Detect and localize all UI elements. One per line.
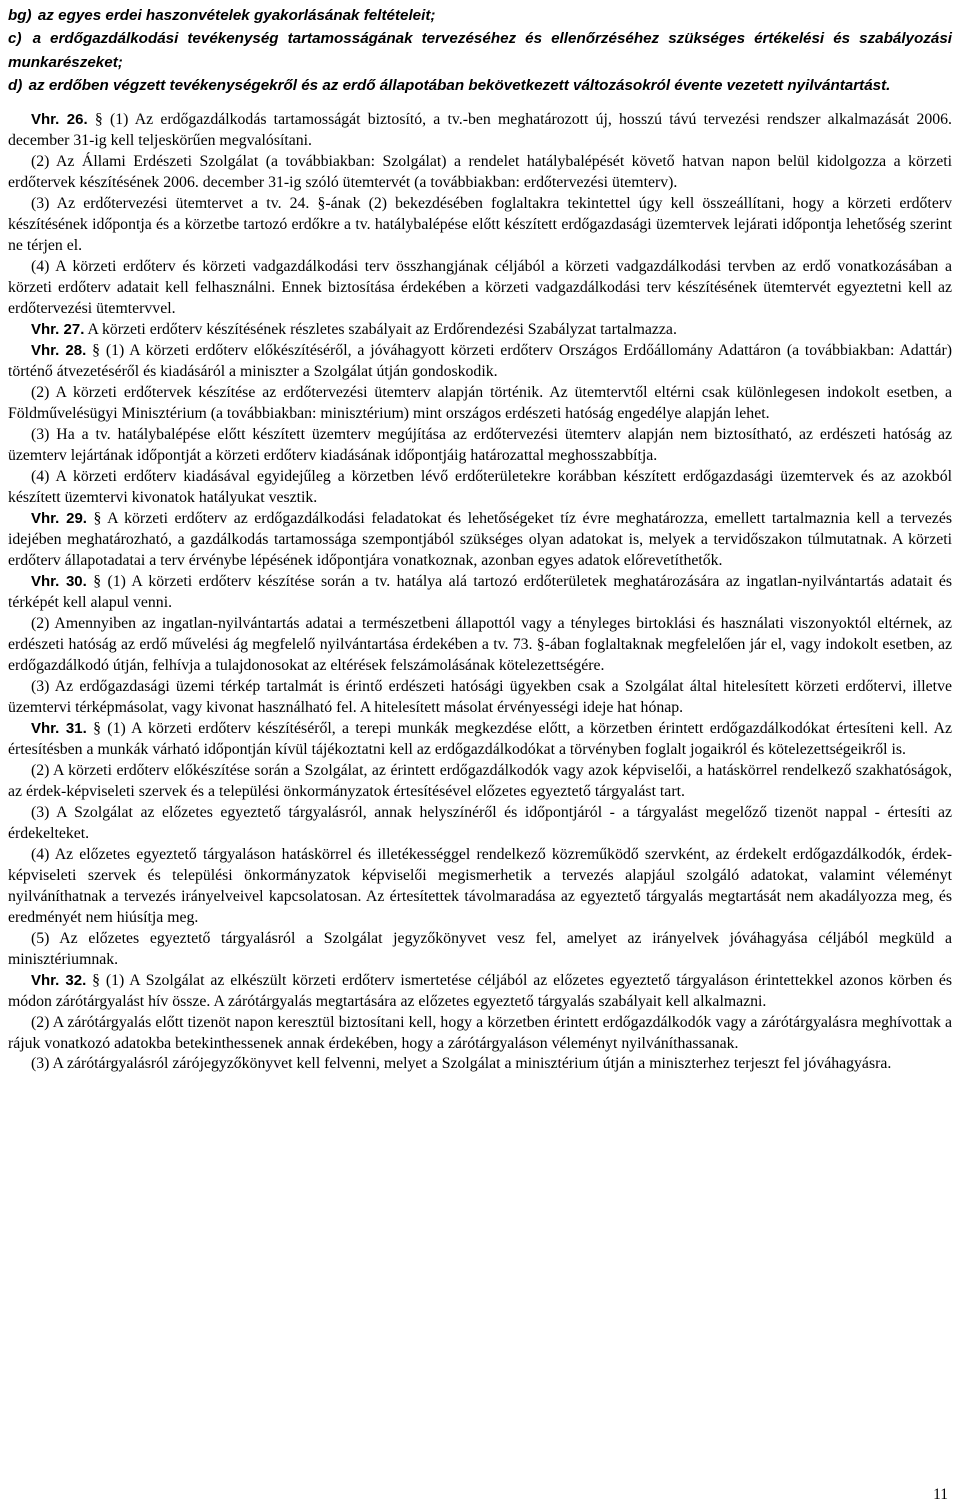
vhr-30-paragraph-3: (3) Az erdőgazdasági üzemi térkép tartalmát is érintő erdészeti hatósági ügyekben csak a Szolgálat által hitelesített körzeti erdőtervi, illetve üzemtervi térképmásolat, vagy kivonat használható fel. A hitelesített másolat érvényességi ideje hat hónap.	[8, 677, 952, 716]
vhr-27-paragraph-1	[8, 320, 952, 341]
vhr-30-paragraph-2: (2) Amennyiben az ingatlan-nyilvántartás adatai a természetbeni állapottól vagy a tényleges birtoklási és használati viszonyoktól eltérnek, az erdészeti hatóság az erdő művelési ág megfelelő nyilvántartása érdekében a tv. 73. §-ában foglaltaknak megfelelően jár el, vagy indokolt esetben, az erdőgazdálkodó útján, felhívja a tulajdonosokat az eltérések felszámolásának kötelezettségére.	[8, 614, 952, 674]
vhr-28-paragraph-2: (2) A körzeti erdőtervek készítése az erdőtervezési ütemterv alapján történik. Az ütemtervtől eltérni csak különlegesen indokolt esetben, a Földművelésügyi Minisztérium (a továbbiakban: minisztérium) mint országos erdészeti hatóság engedélye alapján lehet.	[8, 383, 952, 422]
vhr-30-paragraph-1	[8, 572, 952, 614]
clause-d-label: d)	[8, 76, 23, 94]
vhr-28-paragraph-4: (4) A körzeti erdőterv kiadásával egyidejűleg a körzetben lévő erdőterületekre korábban készített erdőgazdasági üzemtervek és az azokból készített üzemtervi kivonatok hatályukat vesztik.	[8, 467, 952, 506]
vhr-26-paragraph-1	[8, 110, 952, 152]
vhr-32-paragraph-3: (3) A zárótárgyalásról zárójegyzőkönyvet kell felvenni, melyet a Szolgálat a minisztérium útján a miniszterhez terjeszt fel jóváhagyásra.	[31, 1055, 892, 1073]
section-heading-vhr-31: Vhr. 31.	[31, 719, 87, 737]
paragraph-text: A körzeti erdőterv készítésének részletes szabályait az Erdőrendezési Szabályzat tartalmazza.	[87, 321, 677, 339]
vhr-28-paragraph-3: (3) Ha a tv. hatálybalépése előtt készített üzemterv megújítása az erdőtervezési ütemterv alapján nem biztosítható, az erdészeti hatóság az üzemterv lejártának időpontját a körzeti erdőterv kiadásának időpontjáig határozattal meghosszabbítja.	[8, 425, 952, 464]
vhr-26-paragraph-4: (4) A körzeti erdőterv és körzeti vadgazdálkodási terv összhangjának céljából a körzeti vadgazdálkodási tervben az erdő vonatkozásában a körzeti erdőterv adatait kell felhasználni. Ennek biztosítása érdekében a körzeti vadgazdálkodási terv készítésének ütemtervét egyeztetni kell az erdőtervezési ütemtervvel.	[8, 258, 952, 318]
clause-d-text: az erdőben végzett tevékenységekről és az erdő állapotában bekövetkezett változásokról évente vezetett nyilvántartást.	[28, 76, 891, 94]
paragraph-text: § (1) A körzeti erdőterv előkészítéséről, a jóváhagyott körzeti erdőterv Országos Erdőállomány Adattáron (a továbbiakban: Adattár) történő átvezetéséről és kiadásáról a miniszter a Szolgálat útján gondoskodik.	[8, 342, 952, 380]
vhr-29-paragraph-1	[8, 509, 952, 572]
section-heading-vhr-28: Vhr. 28.	[31, 342, 87, 360]
vhr-32-paragraph-1	[8, 971, 952, 1013]
clause-d	[8, 74, 952, 97]
vhr-26-paragraph-3: (3) Az erdőtervezési ütemtervet a tv. 24. §-ának (2) bekezdésében foglaltakra tekintettel úgy kell összeállítani, hogy a körzeti erdőterv készítésének időpontja és a körzetbe tartozó erdőkre a tv. hatálybalépése előtt készített erdőgazdasági üzemtervek lejárati időpontja lehetőség szerint ne térjen el.	[8, 195, 952, 255]
vhr-31-paragraph-2: (2) A körzeti erdőterv előkészítése során a Szolgálat, az érintett erdőgazdálkodók vagy azok képviselői, a hatáskörrel rendelkező szakhatóságok, az érdek-képviseleti szervek és a települési önkormányzatok értesítésével előzetes egyeztető tárgyalást tart.	[8, 761, 952, 800]
paragraph-text: § (1) A Szolgálat az elkészült körzeti erdőterv ismertetése céljából az előzetes egyeztető tárgyaláson érintettekkel azonos körben és módon zárótárgyalást hív össze. A zárótárgyalás megtartására az előzetes egyeztető tárgyalás szabályait kell alkalmazni.	[8, 971, 952, 1010]
clause-c-label: c)	[8, 30, 22, 48]
vhr-31-paragraph-1	[8, 719, 952, 761]
paragraph-text: § (1) Az erdőgazdálkodás tartamosságát biztosító, a tv.-ben meghatározott új, hosszú távú tervezési rendszer alkalmazását 2006. december 31-ig kell teljeskörűen megvalósítani.	[8, 111, 952, 150]
vhr-31-paragraph-3: (3) A Szolgálat az előzetes egyeztető tárgyalásról, annak helyszínéről és időpontjáról - a tárgyalást megelőző tizenöt nappal - értesíti az érdekelteket.	[8, 803, 952, 842]
vhr-32-paragraph-2: (2) A zárótárgyalás előtt tizenöt napon keresztül biztosítani kell, hogy a körzetben érintett erdőgazdálkodók vagy a zárótárgyalásra meghívottak a rájuk vonatkozó adatokba betekinthessenek annak érdekében, hogy a zárótárgyaláson véleményt nyilváníthassanak.	[8, 1013, 952, 1052]
clause-bg-text: az egyes erdei haszonvételek gyakorlásának feltételeit;	[37, 7, 436, 24]
clause-bg-label: bg)	[8, 7, 32, 24]
section-heading-vhr-27: Vhr. 27.	[31, 321, 85, 339]
paragraph-text: § A körzeti erdőterv az erdőgazdálkodási feladatokat és lehetőségeket tíz évre meghatározza, emellett tartalmaznia kell a tervezés idejében meghatározható, a gazdálkodás tartamossága szempontjából szükséges olyan adatokat is, melyek a tervidőszakon túlmutatnak. A körzeti erdőterv állapotadatai a terv érvénybe lépésének időpontjára vonatkoznak, azonban egyes adatok előrevetíthetők.	[8, 509, 952, 569]
vhr-26-paragraph-2: (2) Az Állami Erdészeti Szolgálat (a továbbiakban: Szolgálat) a rendelet hatálybalépését követő hatvan napon belül kidolgozza a körzeti erdőtervek készítésének 2006. december 31-ig szóló ütemtervét (a továbbiakban: erdőtervezési ütemterv).	[8, 153, 952, 192]
clause-bg	[8, 4, 952, 27]
section-heading-vhr-32: Vhr. 32.	[31, 971, 87, 989]
page-number: 11	[933, 1486, 948, 1503]
section-heading-vhr-30: Vhr. 30.	[31, 572, 87, 590]
section-heading-vhr-26: Vhr. 26.	[31, 111, 88, 129]
clause-c	[8, 27, 952, 74]
paragraph-text: § (1) A körzeti erdőterv készítése során a tv. hatálya alá tartozó erdőterületek meghatározására az ingatlan-nyilvántartás adatait és térképét kell alapul venni.	[8, 572, 953, 611]
paragraph-text: § (1) A körzeti erdőterv készítéséről, a terepi munkák megkezdése előtt, a körzetben érintett erdőgazdálkodókat értesíteni kell. Az értesítésben a munkák várható időpontján kívül tájékoztatni kell az erdőgazdálkodókat a törvényben foglalt jogaikról és kötelezettségeikről is.	[8, 719, 952, 758]
clause-c-text: a erdőgazdálkodási tevékenység tartamosságának tervezéséhez és ellenőrzéséhez szükséges értékelési és szabályozási munkarészeket;	[8, 30, 952, 71]
section-heading-vhr-29: Vhr. 29.	[31, 509, 87, 527]
vhr-31-paragraph-4: (4) Az előzetes egyeztető tárgyaláson hatáskörrel és illetékességgel rendelkező közreműködő szervként, az érdekelt erdőgazdálkodók, érdek-képviseleti szervek és települési önkormányzatok képviselői megismerhetik a tervezés alapjául szolgáló adatokat, valamint véleményt nyilváníthatnak a tervezés irányelveivel kapcsolatosan. Az értesítettek távolmaradása az egyeztető tárgyalás megtartását nem akadályozza meg, és eredményét nem hiúsítja meg.	[8, 845, 952, 926]
vhr-31-paragraph-5: (5) Az előzetes egyeztető tárgyalásról a Szolgálat jegyzőkönyvet vesz fel, amelyet az irányelvek jóváhagyása céljából megküld a minisztériumnak.	[8, 929, 952, 968]
vhr-28-paragraph-1	[8, 341, 952, 383]
document-page	[8, 4, 952, 1075]
